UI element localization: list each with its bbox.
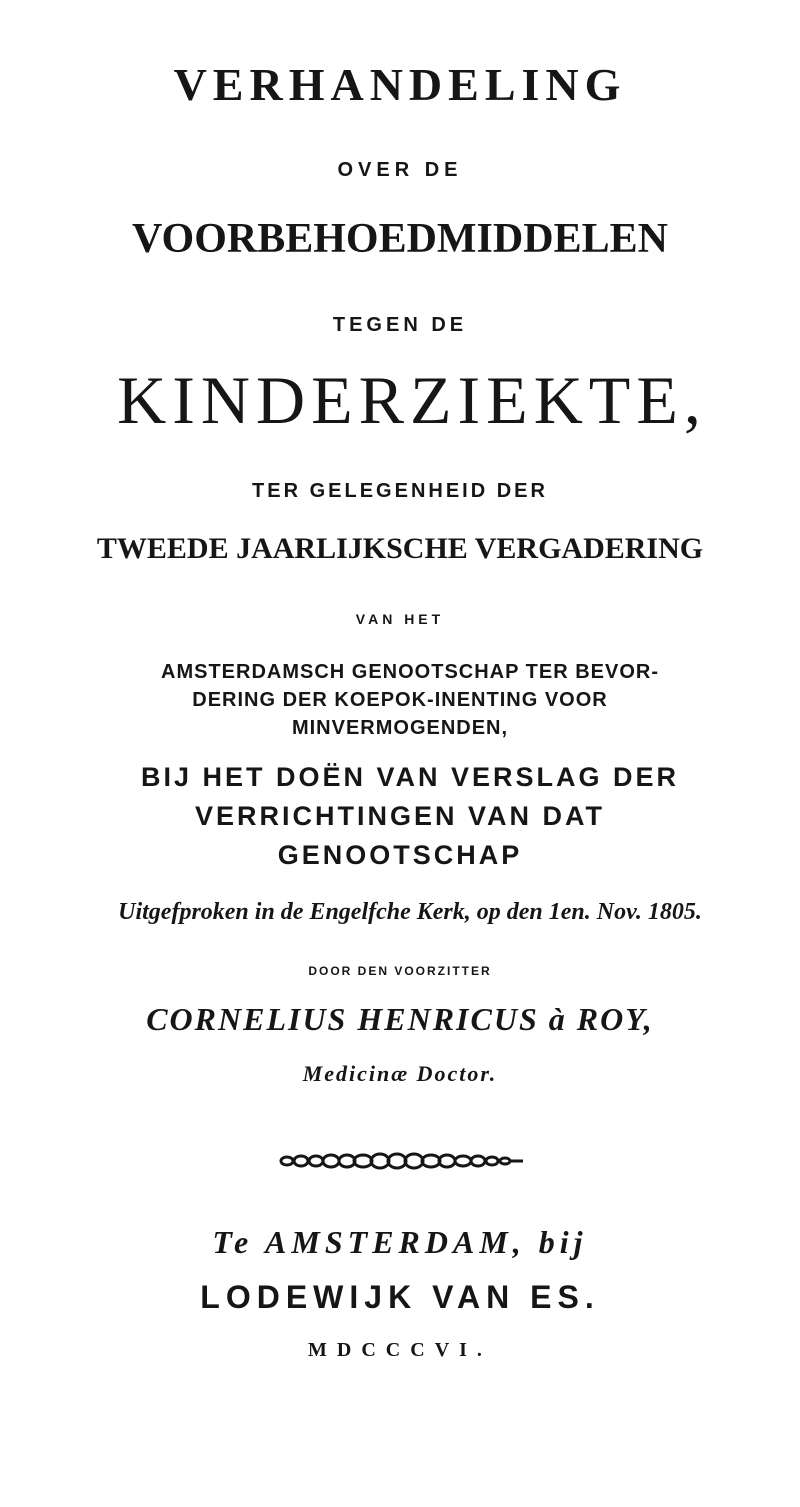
occasion-line-1: BIJ HET DOËN VAN VERSLAG DER: [140, 762, 680, 792]
meeting-van-het: VAN HET: [355, 611, 445, 627]
imprint-publisher: LODEWIJK VAN ES.: [200, 1279, 600, 1315]
by-chairman-line: DOOR DEN VOORZITTER: [308, 964, 492, 978]
spoken-at-line: Uitgefproken in de Engelfche Kerk, op den 1en. Nov. 1805.: [118, 899, 702, 925]
subtitle-kinderziekte: KINDERZIEKTE,: [117, 362, 707, 438]
imprint-year: MDCCCVI.: [308, 1339, 492, 1361]
subtitle-tegen-de: TEGEN DE: [332, 314, 468, 336]
occasion-line-3: GENOOTSCHAP: [277, 840, 523, 870]
ornament-chain: [281, 1154, 523, 1168]
meeting-title: TWEEDE JAARLIJKSCHE VERGADERING: [96, 532, 704, 565]
subtitle-voorbehoedmiddelen: VOORBEHOEDMIDDELEN: [132, 216, 668, 262]
society-line-1: AMSTERDAMSCH GENOOTSCHAP TER BEVOR-: [161, 661, 659, 683]
society-line-3: MINVERMOGENDEN,: [291, 717, 509, 739]
main-title: VERHANDELING: [173, 59, 627, 110]
occasion-heading: TER GELEGENHEID DER: [252, 480, 548, 502]
author-name: CORNELIUS HENRICUS à ROY,: [146, 1001, 654, 1037]
subtitle-over-de: OVER DE: [337, 159, 463, 181]
imprint-place: Te AMSTERDAM, bij: [212, 1224, 588, 1260]
occasion-line-2: VERRICHTINGEN VAN DAT: [194, 801, 605, 831]
author-title: Medicinæ Doctor.: [302, 1061, 498, 1086]
society-line-2: DERING DER KOEPOK-INENTING VOOR: [192, 689, 608, 711]
printers-rule-ornament: [275, 1150, 525, 1172]
